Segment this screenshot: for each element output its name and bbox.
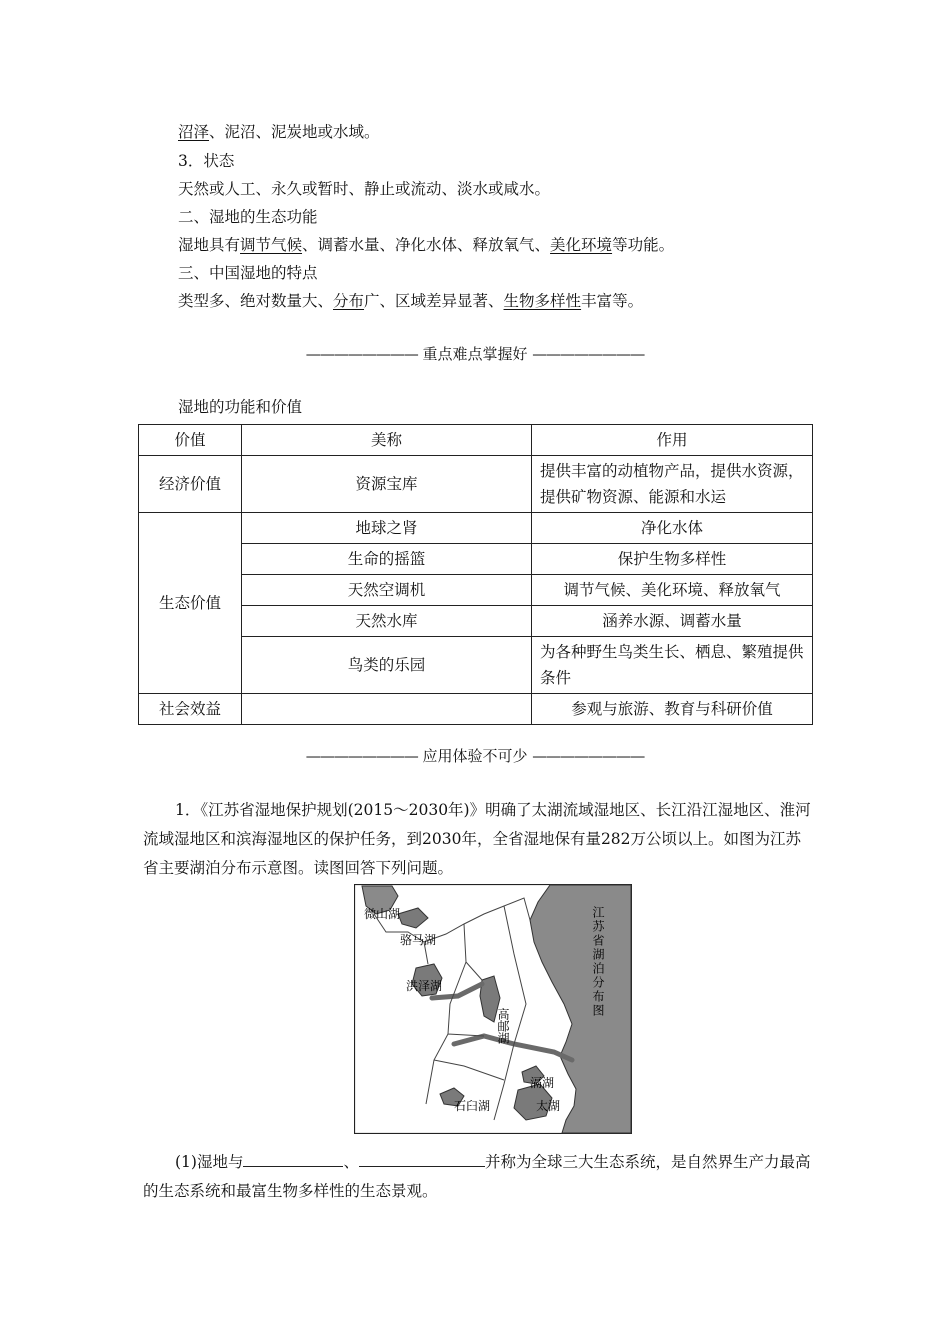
section-divider-practice: ———————— 应用体验不可少 ————————: [305, 747, 645, 765]
heading-state: 3．状态: [178, 152, 235, 170]
jiangsu-lake-map: [354, 884, 632, 1134]
underlined-term: 生物多样性: [503, 292, 582, 310]
wetland-value-table: [138, 424, 813, 725]
label-shijiu: 石臼湖: [454, 1099, 491, 1113]
question-1-text: 1．《江苏省湿地保护规划(2015～2030年)》明确了太湖流域湿地区、长江沿江湿地区、淮河流域湿地区和滨海湿地区的保护任务，到2030年，全省湿地保有量282万公顷以上。如图为江苏省主要湖泊分布示意图。读图回答下列问题。: [143, 801, 811, 877]
table-row: [139, 694, 813, 725]
state-text: 天然或人工、永久或暂时、静止或流动、淡水或咸水。: [178, 180, 551, 198]
table-row: [139, 513, 813, 544]
label-gaoyou: 高邮湖: [496, 1008, 510, 1044]
table-header: 价值: [139, 425, 242, 456]
table-header-row: [139, 425, 813, 456]
name-cell: [242, 694, 532, 725]
answer-blank-2[interactable]: [359, 1150, 485, 1167]
name-cell: 天然水库: [242, 606, 532, 637]
name-cell: 生命的摇篮: [242, 544, 532, 575]
label-ge: 滆湖: [530, 1076, 555, 1090]
value-cell: 生态价值: [139, 513, 242, 694]
underlined-term: 分布: [333, 292, 365, 310]
name-cell: 天然空调机: [242, 575, 532, 606]
effect-cell: 调节气候、美化环境、释放氧气: [532, 575, 813, 606]
effect-cell: 参观与旅游、教育与科研价值: [532, 694, 813, 725]
section-heading-2: 二、湿地的生态功能: [178, 208, 318, 226]
underlined-term: 沼泽: [178, 123, 210, 141]
table-row: [139, 456, 813, 513]
map-title: 江苏省湖泊分布图: [591, 906, 605, 1018]
name-cell: 资源宝库: [242, 456, 532, 513]
label-luoma: 骆马湖: [400, 933, 437, 947]
features-text: 类型多、绝对数量大、分布广、区域差异显著、生物多样性丰富等。: [178, 292, 644, 310]
table-caption: 湿地的功能和价值: [178, 398, 303, 416]
effect-cell: 提供丰富的动植物产品，提供水资源，提供矿物资源、能源和水运: [532, 456, 813, 513]
effect-cell: 净化水体: [532, 513, 813, 544]
table-header: 作用: [532, 425, 813, 456]
answer-blank-1[interactable]: [243, 1150, 343, 1167]
table-header: 美称: [242, 425, 532, 456]
label-hongze: 洪泽湖: [406, 979, 443, 993]
divider-label: 重点难点掌握好: [422, 345, 528, 363]
value-cell: 经济价值: [139, 456, 242, 513]
section-heading-3: 三、中国湿地的特点: [178, 264, 318, 282]
intro-line-1: 沼泽、泥沼、泥炭地或水域。: [178, 123, 380, 141]
question-1-sub-1: (1)湿地与 、 并称为全球三大生态系统，是自然界生产力最高的生态系统和最富生物多样性的生态景观。: [143, 1148, 813, 1206]
function-text: 湿地具有调节气候、调蓄水量、净化水体、释放氧气、美化环境等功能。: [178, 236, 675, 254]
section-divider-key-points: ———————— 重点难点掌握好 ————————: [305, 345, 645, 363]
divider-label: 应用体验不可少: [422, 747, 528, 765]
underlined-term: 美化环境: [550, 236, 613, 254]
value-cell: 社会效益: [139, 694, 242, 725]
label-tai: 太湖: [536, 1099, 561, 1113]
label-weishan: 微山湖: [364, 907, 401, 921]
effect-cell: 保护生物多样性: [532, 544, 813, 575]
effect-cell: 为各种野生鸟类生长、栖息、繁殖提供条件: [532, 637, 813, 694]
name-cell: 地球之肾: [242, 513, 532, 544]
effect-cell: 涵养水源、调蓄水量: [532, 606, 813, 637]
name-cell: 鸟类的乐园: [242, 637, 532, 694]
underlined-term: 调节气候: [240, 236, 303, 254]
